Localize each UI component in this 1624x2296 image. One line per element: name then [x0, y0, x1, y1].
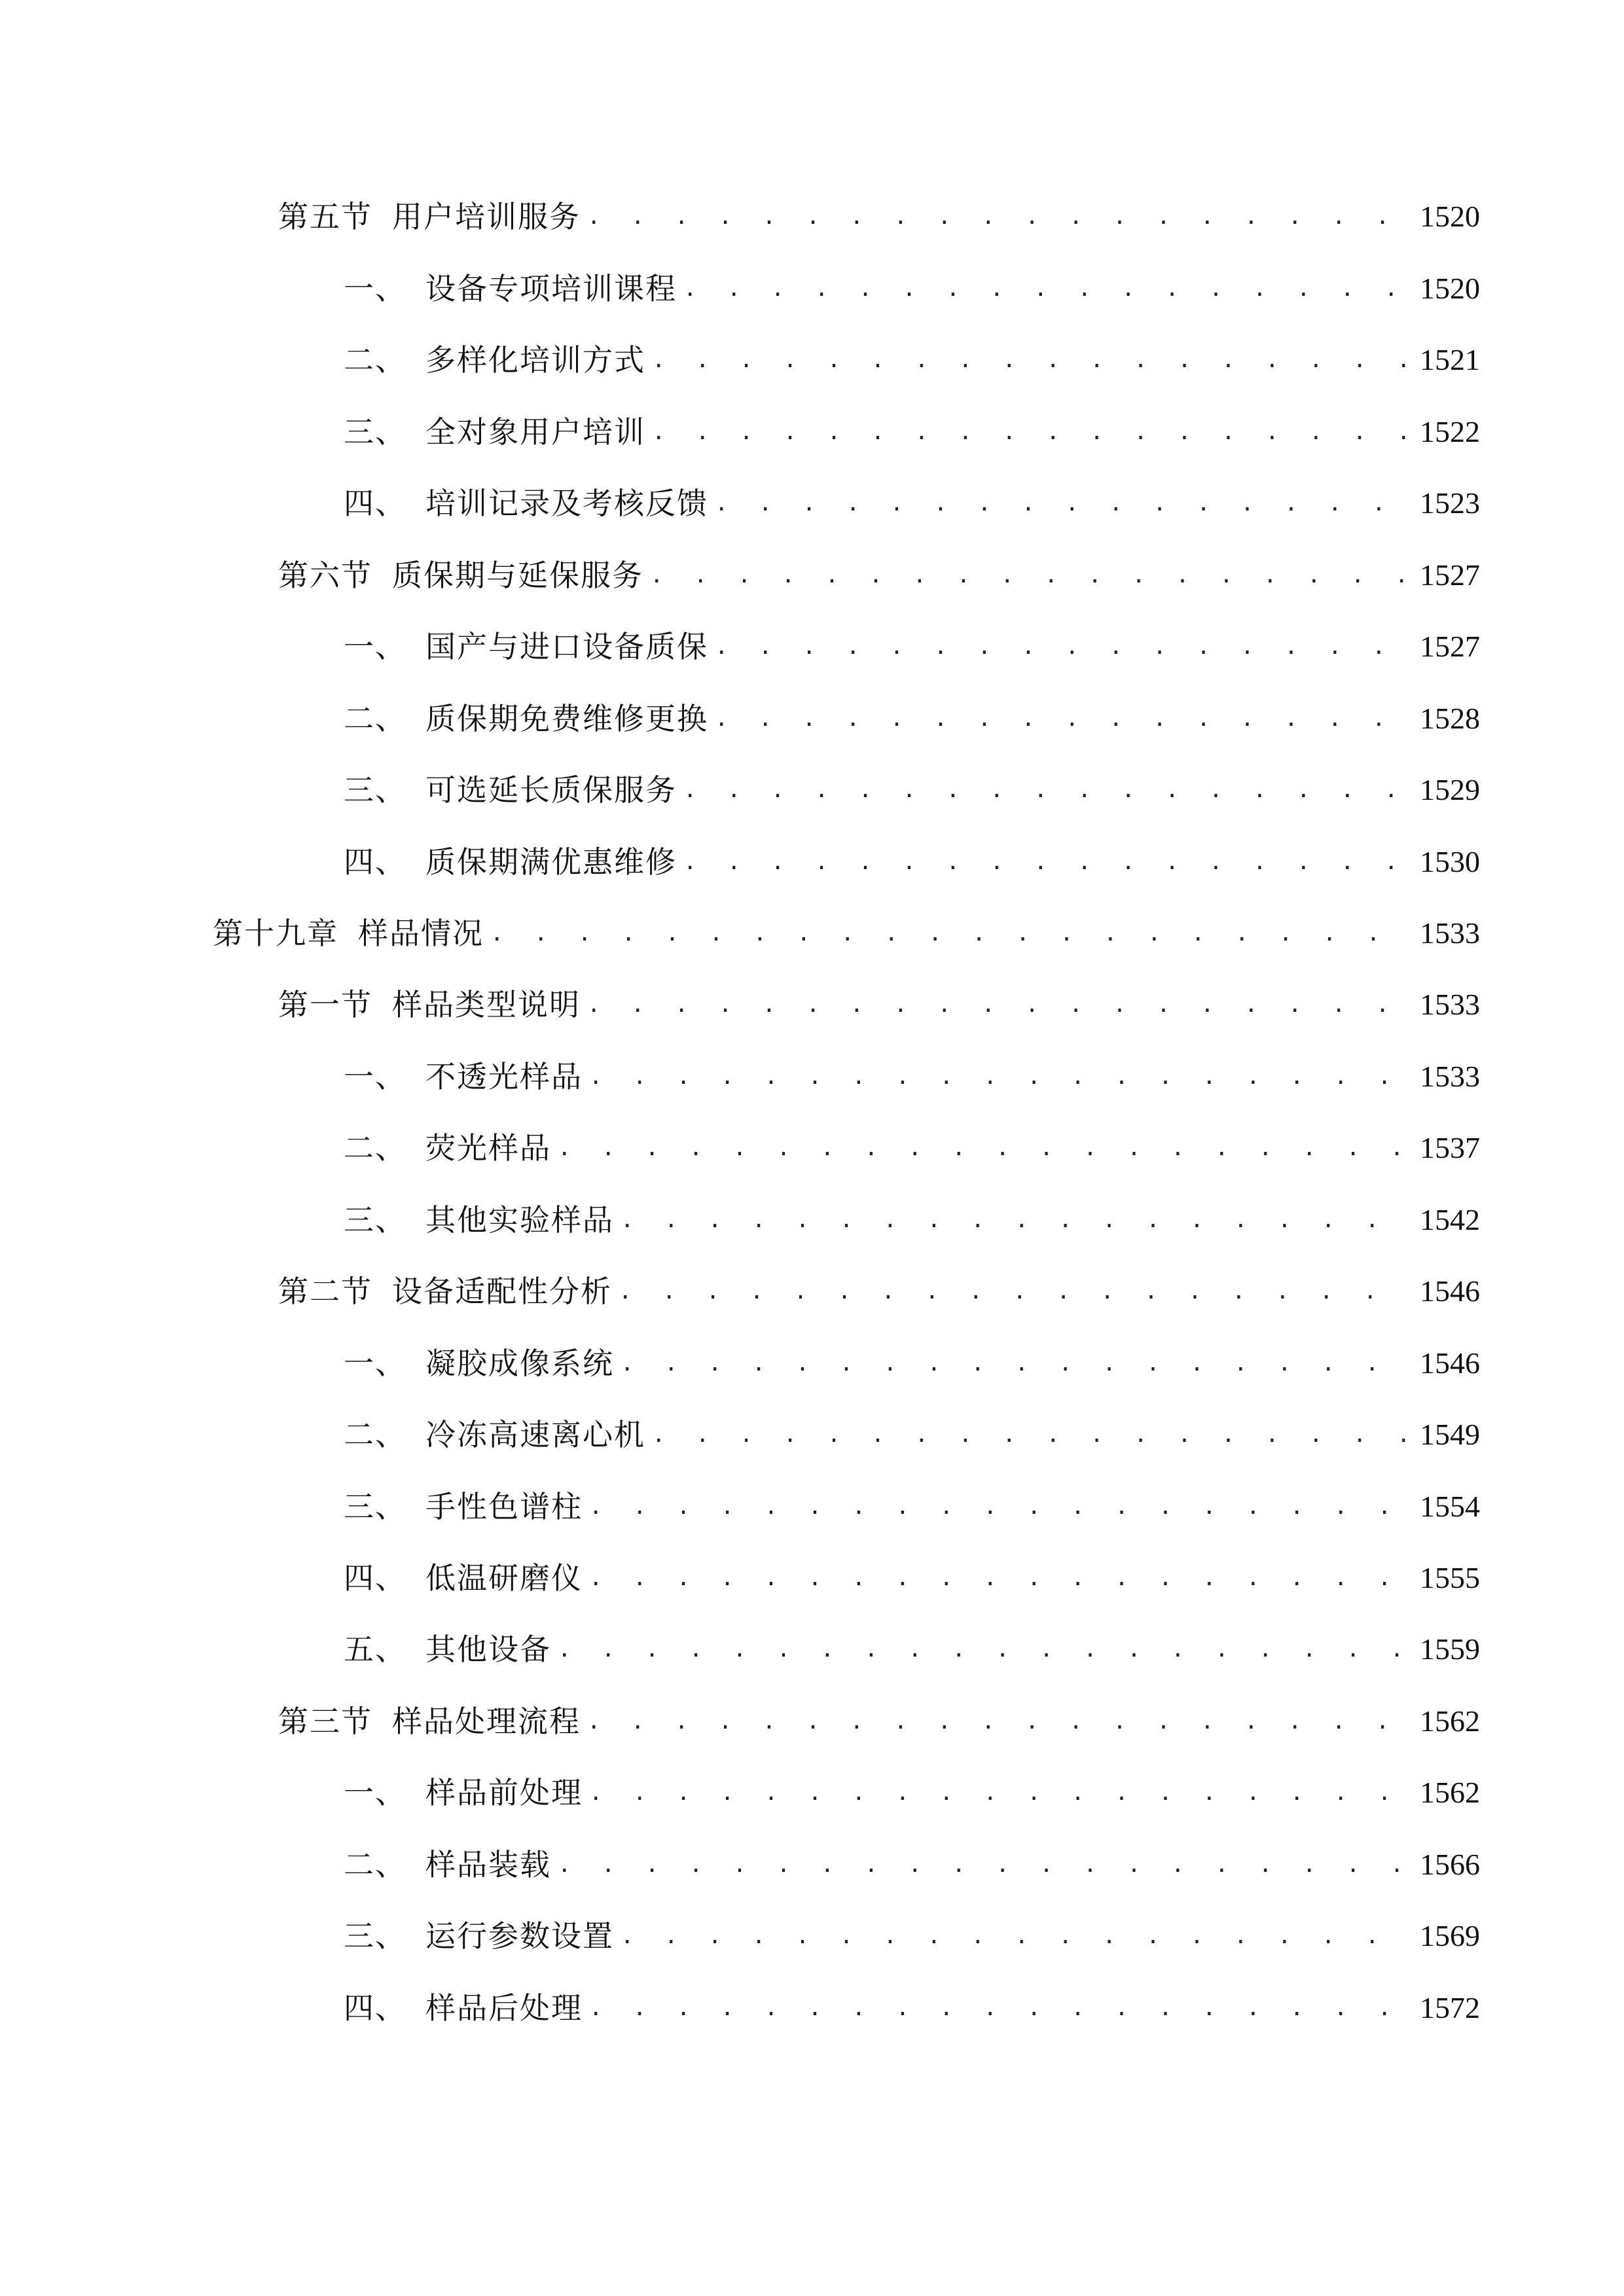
toc-entry-item[interactable] — [344, 1842, 1480, 1888]
toc-entry-number: 三、 — [344, 414, 406, 450]
toc-entry-number: 一、 — [344, 629, 406, 664]
dot-leader — [490, 910, 1405, 956]
dot-leader — [587, 1698, 1405, 1744]
dot-leader — [652, 409, 1405, 455]
toc-entry-page: 1528 — [1420, 702, 1480, 735]
toc-entry-prefix: 第六节 — [278, 558, 372, 593]
toc-entry-title: 用户培训服务 — [392, 199, 581, 234]
dot-leader — [558, 1125, 1405, 1171]
toc-entry-title: 质保期满优惠维修 — [425, 844, 677, 880]
toc-entry-title: 样品情况 — [358, 916, 484, 951]
toc-entry-item[interactable] — [344, 480, 1480, 526]
toc-entry-page: 1555 — [1420, 1561, 1480, 1594]
toc-entry-number: 五、 — [344, 1632, 406, 1667]
toc-entry-item[interactable] — [344, 1054, 1480, 1100]
dot-leader — [589, 1555, 1405, 1601]
toc-entry-item[interactable] — [344, 839, 1480, 885]
toc-entry-page: 1537 — [1420, 1131, 1480, 1164]
toc-entry-page: 1533 — [1420, 916, 1480, 950]
toc-entry-title: 培训记录及考核反馈 — [425, 486, 708, 521]
dot-leader — [621, 1340, 1405, 1386]
toc-entry-page: 1527 — [1420, 558, 1480, 592]
toc-entry-number: 三、 — [344, 1918, 406, 1954]
toc-entry-page: 1566 — [1420, 1848, 1480, 1881]
toc-entry-title: 质保期与延保服务 — [392, 558, 643, 593]
toc-entry-item[interactable] — [344, 1985, 1480, 2031]
dot-leader — [652, 1412, 1405, 1458]
toc-entry-prefix: 第五节 — [278, 199, 372, 234]
dot-leader — [589, 1484, 1405, 1530]
dot-leader — [683, 839, 1405, 885]
toc-entry-page: 1569 — [1420, 1919, 1480, 1952]
toc-entry-section[interactable] — [278, 552, 1480, 598]
toc-entry-title: 其他设备 — [425, 1632, 551, 1667]
dot-leader — [715, 624, 1405, 670]
toc-entry-title: 样品处理流程 — [392, 1704, 581, 1739]
toc-entry-section[interactable] — [278, 1268, 1480, 1314]
toc-entry-title: 凝胶成像系统 — [425, 1346, 614, 1381]
dot-leader — [587, 194, 1405, 240]
toc-entry-page: 1533 — [1420, 988, 1480, 1021]
toc-entry-item[interactable] — [344, 1412, 1480, 1458]
toc-entry-title: 设备专项培训课程 — [425, 271, 677, 306]
toc-entry-page: 1523 — [1420, 486, 1480, 520]
dot-leader — [589, 1054, 1405, 1100]
toc-entry-title: 手性色谱柱 — [425, 1489, 583, 1524]
toc-entry-item[interactable] — [344, 624, 1480, 670]
toc-entry-item[interactable] — [344, 767, 1480, 813]
toc-entry-number: 二、 — [344, 1417, 406, 1452]
toc-entry-number: 三、 — [344, 1202, 406, 1238]
toc-entry-number: 一、 — [344, 1775, 406, 1810]
toc-entry-title: 全对象用户培训 — [425, 414, 645, 450]
toc-entry-page: 1572 — [1420, 1991, 1480, 2024]
toc-entry-page: 1529 — [1420, 773, 1480, 806]
toc-entry-title: 样品后处理 — [425, 1990, 583, 2026]
toc-entry-prefix: 第二节 — [278, 1274, 372, 1309]
toc-entry-number: 四、 — [344, 486, 406, 521]
toc-entry-title: 质保期免费维修更换 — [425, 701, 708, 736]
toc-entry-item[interactable] — [344, 1555, 1480, 1601]
toc-entry-title: 冷冻高速离心机 — [425, 1417, 645, 1452]
toc-entry-page: 1549 — [1420, 1418, 1480, 1451]
toc-entry-item[interactable] — [344, 1197, 1480, 1243]
toc-entry-page: 1530 — [1420, 845, 1480, 878]
toc-entry-item[interactable] — [344, 696, 1480, 742]
toc-entry-page: 1521 — [1420, 343, 1480, 376]
dot-leader — [558, 1626, 1405, 1672]
toc-entry-title: 多样化培训方式 — [425, 342, 645, 378]
toc-entry-title: 不透光样品 — [425, 1059, 583, 1094]
toc-entry-title: 样品装载 — [425, 1847, 551, 1882]
toc-entry-page: 1562 — [1420, 1776, 1480, 1809]
toc-entry-section[interactable] — [278, 1698, 1480, 1744]
dot-leader — [652, 337, 1405, 383]
dot-leader — [715, 480, 1405, 526]
dot-leader — [683, 767, 1405, 813]
dot-leader — [621, 1913, 1405, 1959]
toc-entry-title: 样品类型说明 — [392, 987, 581, 1022]
toc-entry-page: 1527 — [1420, 630, 1480, 663]
toc-entry-item[interactable] — [344, 1913, 1480, 1959]
toc-entry-title: 设备适配性分析 — [392, 1274, 612, 1309]
toc-entry-number: 四、 — [344, 1990, 406, 2026]
toc-entry-prefix: 第三节 — [278, 1704, 372, 1739]
toc-entry-section[interactable] — [278, 982, 1480, 1028]
toc-entry-section[interactable] — [278, 194, 1480, 240]
toc-entry-title: 其他实验样品 — [425, 1202, 614, 1238]
toc-entry-page: 1520 — [1420, 272, 1480, 305]
toc-entry-number: 二、 — [344, 1847, 406, 1882]
dot-leader — [621, 1197, 1405, 1243]
toc-entry-item[interactable] — [344, 1484, 1480, 1530]
toc-entry-number: 一、 — [344, 1059, 406, 1094]
toc-entry-item[interactable] — [344, 1626, 1480, 1672]
toc-entry-item[interactable] — [344, 1125, 1480, 1171]
dot-leader — [589, 1985, 1405, 2031]
toc-entry-number: 一、 — [344, 1346, 406, 1381]
toc-entry-page: 1559 — [1420, 1632, 1480, 1666]
toc-entry-number: 三、 — [344, 1489, 406, 1524]
dot-leader — [650, 552, 1405, 598]
toc-entry-item[interactable] — [344, 1770, 1480, 1816]
toc-entry-title: 运行参数设置 — [425, 1918, 614, 1954]
toc-entry-page: 1522 — [1420, 415, 1480, 448]
toc-entry-title: 国产与进口设备质保 — [425, 629, 708, 664]
toc-entry-page: 1546 — [1420, 1346, 1480, 1380]
toc-entry-item[interactable] — [344, 266, 1480, 312]
toc-entry-number: 三、 — [344, 772, 406, 808]
toc-entry-item[interactable] — [344, 337, 1480, 383]
toc-entry-number: 二、 — [344, 701, 406, 736]
dot-leader — [683, 266, 1405, 312]
toc-entry-page: 1562 — [1420, 1704, 1480, 1738]
dot-leader — [619, 1268, 1405, 1314]
toc-entry-number: 二、 — [344, 342, 406, 378]
toc-entry-page: 1542 — [1420, 1203, 1480, 1236]
toc-entry-number: 四、 — [344, 1560, 406, 1596]
toc-entry-title: 可选延长质保服务 — [425, 772, 677, 808]
toc-entry-number: 四、 — [344, 844, 406, 880]
toc-entry-prefix: 第十九章 — [213, 916, 338, 951]
toc-entry-title: 样品前处理 — [425, 1775, 583, 1810]
toc-entry-number: 二、 — [344, 1130, 406, 1166]
dot-leader — [587, 982, 1405, 1028]
toc-entry-page: 1546 — [1420, 1274, 1480, 1308]
toc-entry-page: 1520 — [1420, 200, 1480, 233]
toc-entry-chapter[interactable] — [213, 910, 1480, 956]
toc-entry-page: 1533 — [1420, 1060, 1480, 1093]
toc-entry-number: 一、 — [344, 271, 406, 306]
dot-leader — [558, 1842, 1405, 1888]
toc-entry-item[interactable] — [344, 1340, 1480, 1386]
toc-entry-prefix: 第一节 — [278, 987, 372, 1022]
dot-leader — [589, 1770, 1405, 1816]
dot-leader — [715, 696, 1405, 742]
toc-entry-title: 低温研磨仪 — [425, 1560, 583, 1596]
toc-entry-item[interactable] — [344, 409, 1480, 455]
toc-entry-page: 1554 — [1420, 1490, 1480, 1523]
toc-entry-title: 荧光样品 — [425, 1130, 551, 1166]
